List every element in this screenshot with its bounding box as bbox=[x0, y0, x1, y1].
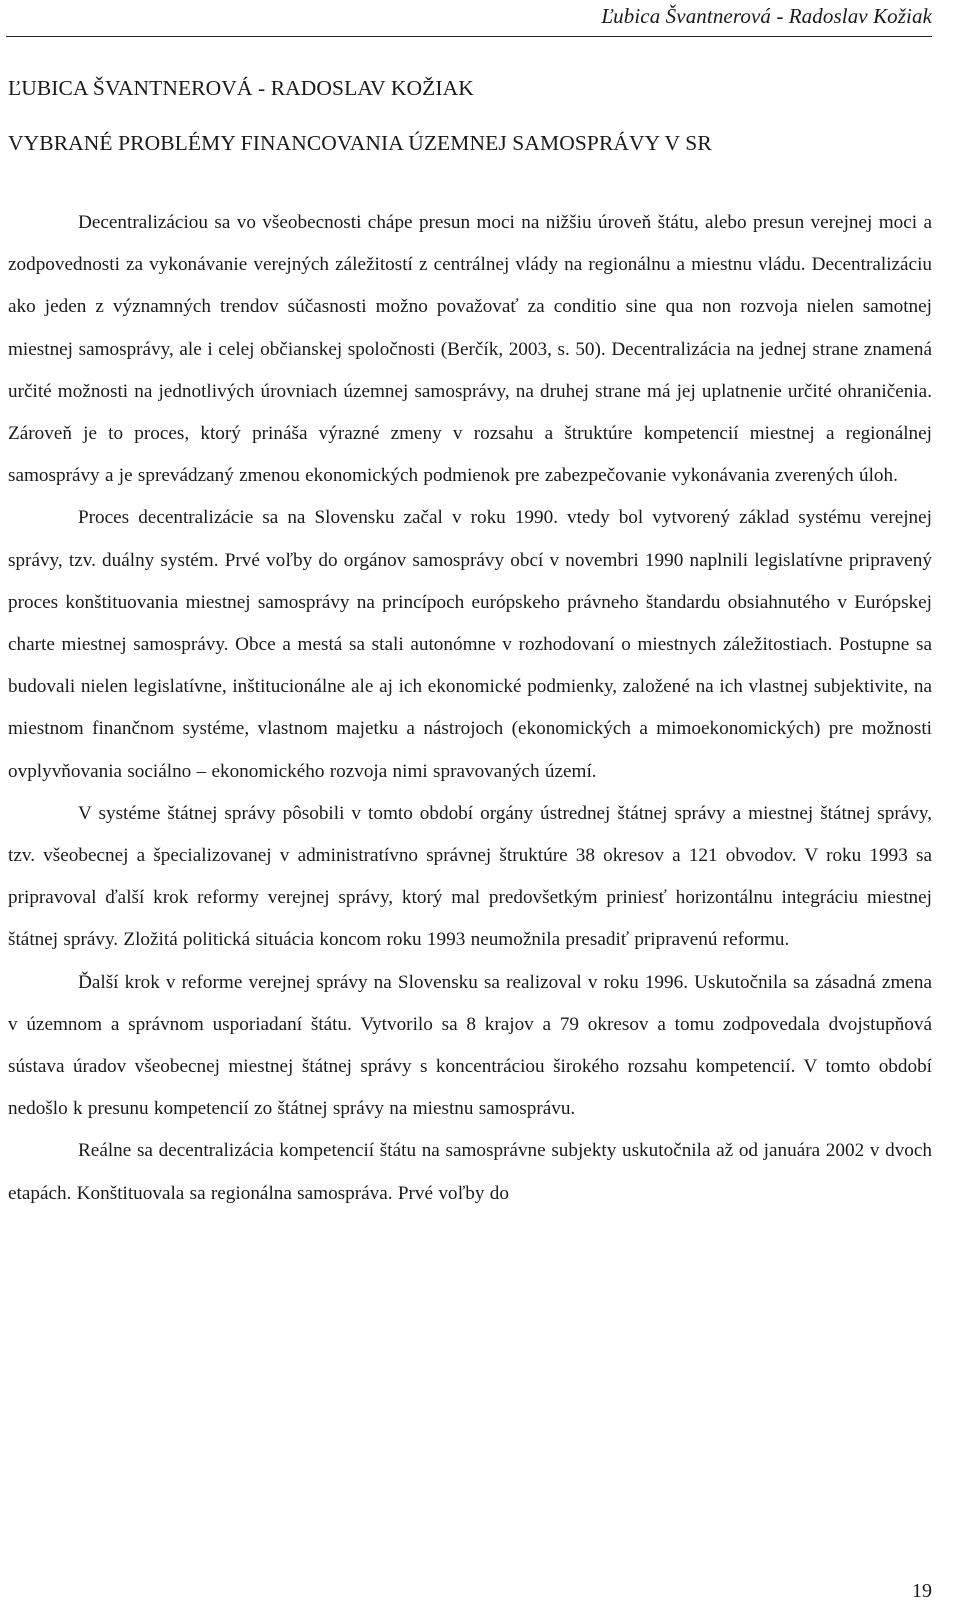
page-number: 19 bbox=[912, 1580, 932, 1602]
article-body bbox=[8, 202, 932, 1215]
paragraph: V systéme štátnej správy pôsobili v tomto období orgány ústrednej štátnej správy a miestnej štátnej správy, tzv. všeobecnej a špecializovanej v administratívno správnej štruktúre 38 okresov a 121 obvodov. V roku 1993 sa pripravoval ďalší krok reformy verejnej správy, ktorý mal predovšetkým priniesť horizontálnu integráciu miestnej štátnej správy. Zložitá politická situácia koncom roku 1993 neumožnila presadiť pripravenú reformu. bbox=[8, 802, 932, 951]
paragraph: Proces decentralizácie sa na Slovensku začal v roku 1990. vtedy bol vytvorený základ systému verejnej správy, tzv. duálny systém. Prvé voľby do orgánov samosprávy obcí v novembri 1990 naplnili legislatívne pripravený proces konštituovania miestnej samosprávy na princípoch európskeho právneho štandardu obsiahnutého v Európskej charte miestnej samosprávy. Obce a mestá sa stali autonómne v rozhodovaní o miestnych záležitostiach. Postupne sa budovali nielen legislatívne, inštitucionálne ale aj ich ekonomické podmienky, založené na ich vlastnej subjektivite, na miestnom finančnom systéme, vlastnom majetku a nástrojoch (ekonomických a mimoekonomických) pre možnosti ovplyvňovania sociálno – ekonomického rozvoja nimi spravovaných území. bbox=[8, 507, 932, 782]
paragraph: Ďalší krok v reforme verejnej správy na Slovensku sa realizoval v roku 1996. Uskutočnila sa zásadná zmena v územnom a správnom usporiadaní štátu. Vytvorilo sa 8 krajov a 79 okresov a tomu zodpovedala dvojstupňová sústava úradov všeobecnej miestnej štátnej správy s koncentráciou širokého rozsahu kompetencií. V tomto období nedošlo k presunu kompetencií zo štátnej správy na miestnu samosprávu. bbox=[8, 971, 932, 1120]
paragraph: Decentralizáciou sa vo všeobecnosti chápe presun moci na nižšiu úroveň štátu, alebo presun verejnej moci a zodpovednosti za vykonávanie verejných záležitostí z centrálnej vlády na regionálnu a miestnu vládu. Decentralizáciu ako jeden z významných trendov súčasnosti možno považovať za conditio sine qua non rozvoja nielen samotnej miestnej samosprávy, ale i celej občianskej spoločnosti (Berčík, 2003, s. 50). Decentralizácia na jednej strane znamená určité možnosti na jednotlivých úrovniach územnej samosprávy, na druhej strane má jej uplatnenie určité ohraničenia. Zároveň je to proces, ktorý prináša výrazné zmeny v rozsahu a štruktúre kompetencií miestnej a regionálnej samosprávy a je sprevádzaný zmenou ekonomických podmienok pre zabezpečovanie vykonávania zverených úloh. bbox=[8, 212, 932, 487]
paragraph: Reálne sa decentralizácia kompetencií štátu na samosprávne subjekty uskutočnila až od januára 2002 v dvoch etapách. Konštituovala sa regionálna samospráva. Prvé voľby do bbox=[8, 1140, 932, 1204]
running-header: Ľubica Švantnerová - Radoslav Kožiak bbox=[601, 4, 932, 28]
header-rule bbox=[6, 36, 932, 37]
article-title: VYBRANÉ PROBLÉMY FINANCOVANIA ÚZEMNEJ SAMOSPRÁVY V SR bbox=[8, 131, 712, 155]
authors-heading: ĽUBICA ŠVANTNEROVÁ - RADOSLAV KOŽIAK bbox=[8, 76, 474, 100]
